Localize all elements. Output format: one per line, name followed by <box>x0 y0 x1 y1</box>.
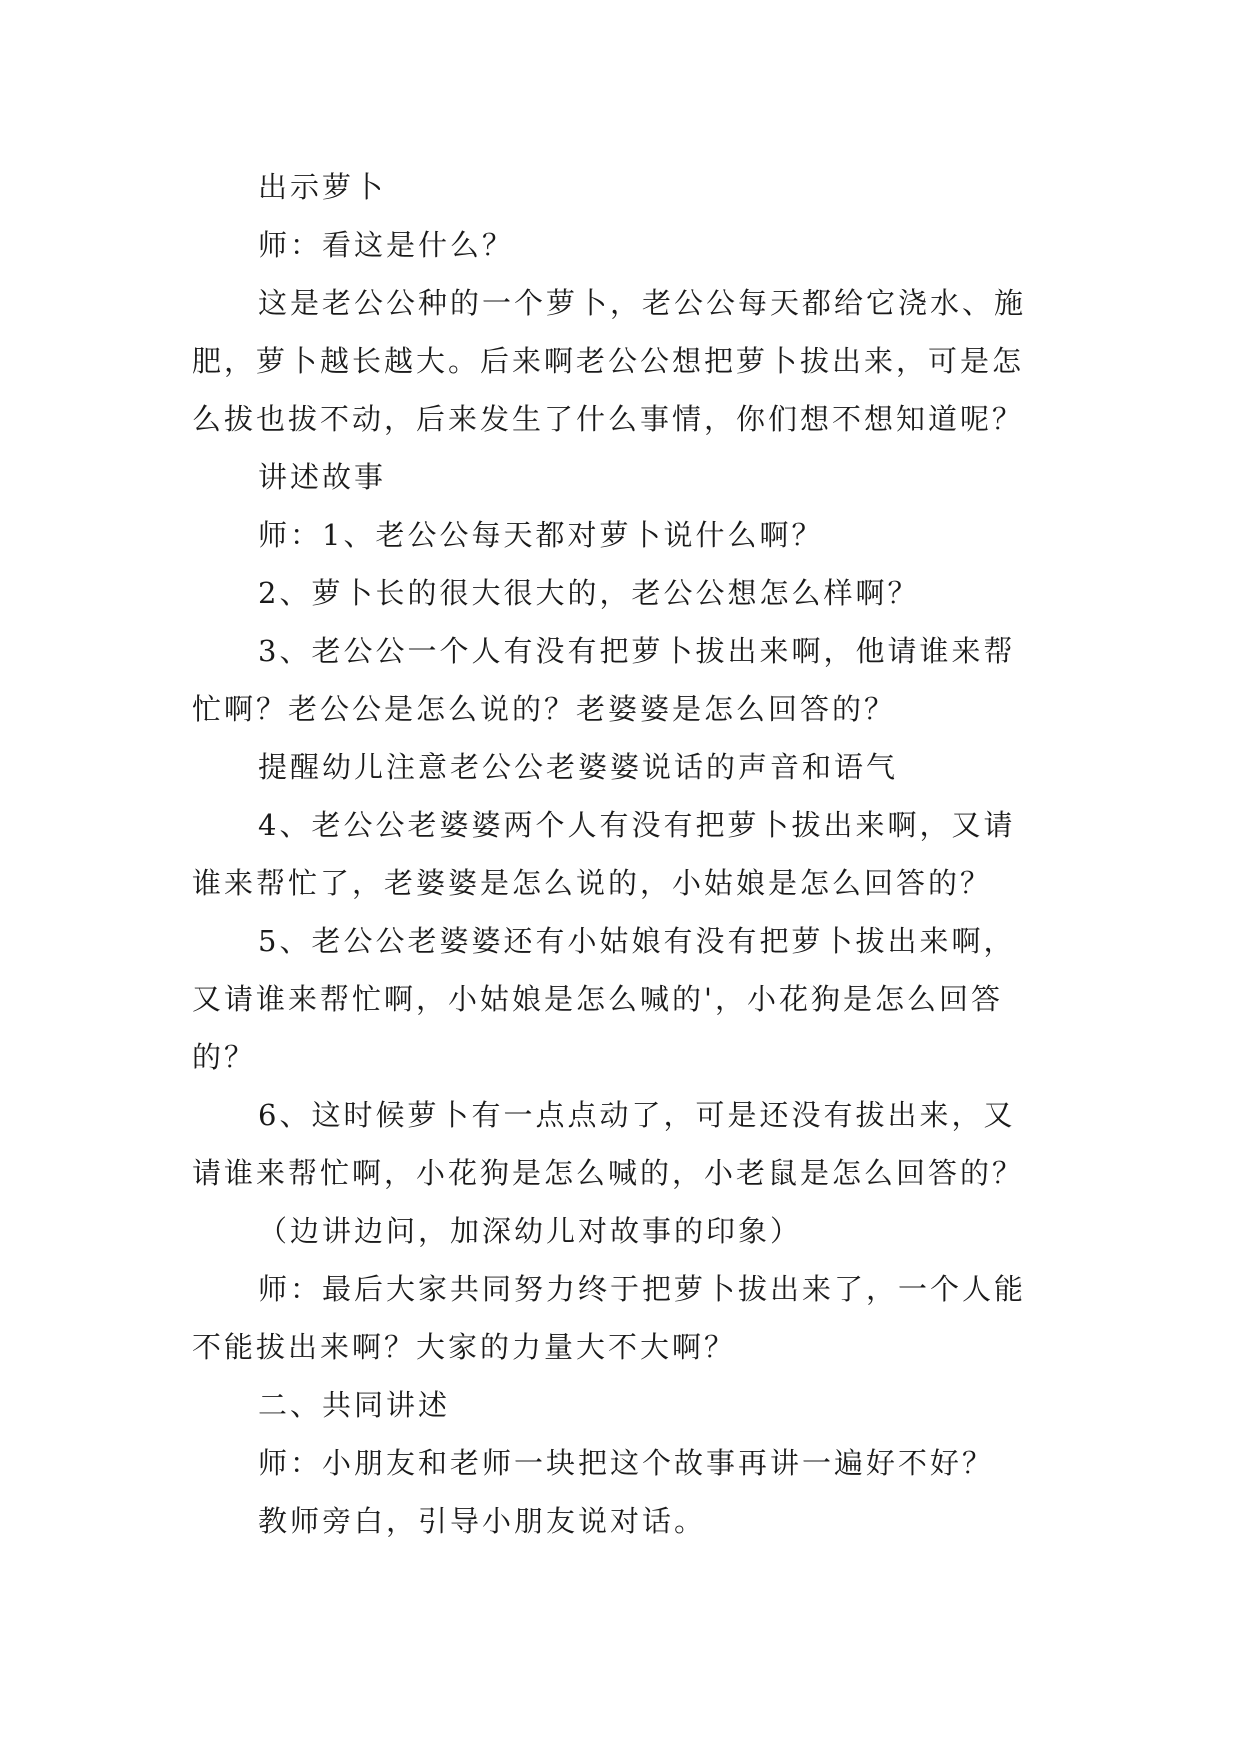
paragraph-conclusion: 师：最后大家共同努力终于把萝卜拔出来了，一个人能不能拔出来啊？大家的力量大不大啊？ <box>192 1272 1027 1364</box>
paragraph-reminder: 提醒幼儿注意老公公老婆婆说话的声音和语气 <box>258 750 899 784</box>
paragraph-question-1: 师：1、老公公每天都对萝卜说什么啊？ <box>258 518 824 552</box>
paragraph-question-4: 4、老公公老婆婆两个人有没有把萝卜拔出来啊，又请谁来帮忙了，老婆婆是怎么说的，小姑娘是怎么回答的？ <box>192 808 1016 900</box>
document-body <box>192 158 1044 1550</box>
paragraph-teacher-question: 师：看这是什么？ <box>258 228 515 262</box>
paragraph-question-2: 2、萝卜长的很大很大的，老公公想怎么样啊？ <box>258 576 920 610</box>
paragraph-question-3: 3、老公公一个人有没有把萝卜拔出来啊，他请谁来帮忙啊？老公公是怎么说的？老婆婆是怎么回答的？ <box>192 634 1016 726</box>
paragraph-question-5: 5、老公公老婆婆还有小姑娘有没有把萝卜拔出来啊，又请谁来帮忙啊，小姑娘是怎么喊的'，小花狗是怎么回答的？ <box>192 924 1016 1074</box>
paragraph-story-intro: 这是老公公种的一个萝卜，老公公每天都给它浇水、施肥，萝卜越长越大。后来啊老公公想把萝卜拔出来，可是怎么拔也拔不动，后来发生了什么事情，你们想不想知道呢？ <box>192 286 1027 436</box>
paragraph-narration: 教师旁白，引导小朋友说对话。 <box>258 1504 707 1538</box>
paragraph-show-radish: 出示萝卜 <box>258 170 387 204</box>
section-heading-retell: 二、共同讲述 <box>258 1388 451 1422</box>
paragraph-question-6: 6、这时候萝卜有一点点动了，可是还没有拔出来，又请谁来帮忙啊，小花狗是怎么喊的，小老鼠是怎么回答的？ <box>192 1098 1025 1190</box>
paragraph-note: （边讲边问，加深幼儿对故事的印象） <box>258 1214 803 1248</box>
paragraph-tell-story: 讲述故事 <box>258 460 387 494</box>
paragraph-retell-question: 师：小朋友和老师一块把这个故事再讲一遍好不好？ <box>258 1446 995 1480</box>
